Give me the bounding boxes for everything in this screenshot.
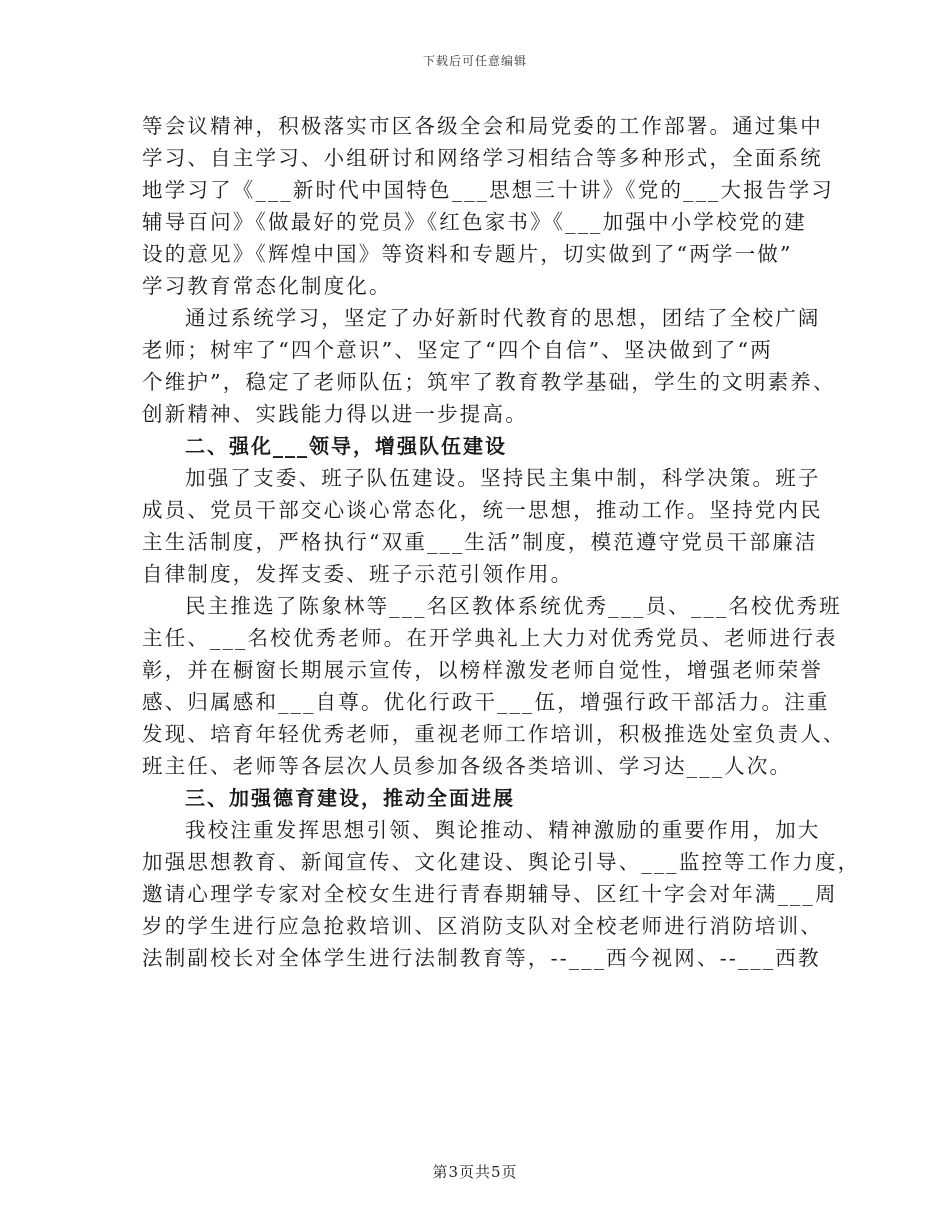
- text-line: 辅导百问》《做最好的党员》《红色家书》《___加强中小学校党的建: [142, 210, 807, 234]
- paragraph-1: [142, 110, 834, 302]
- text-line: 岁的学生进行应急抢救培训、区消防支队对全校老师进行消防培训、: [142, 914, 823, 938]
- text-line: 地学习了《___新时代中国特色___思想三十讲》《党的___大报告学习: [142, 178, 834, 202]
- text-line: 民主推选了陈象林等___名区教体系统优秀___员、___名校优秀班: [185, 594, 842, 618]
- text-line: 感、归属感和___自尊。优化行政干___伍，增强行政干部活力。注重: [142, 690, 830, 714]
- text-line: 加强思想教育、新闻宣传、文化建设、舆论引导、___监控等工作力度，: [142, 850, 861, 874]
- page-footer: 第3页共5页: [432, 1163, 518, 1181]
- document-body: [142, 110, 861, 974]
- paragraph-5: [142, 814, 861, 974]
- text-line: 我校注重发挥思想引领、舆论推动、精神激励的重要作用，加大: [185, 818, 821, 842]
- text-line: 主任、___名校优秀老师。在开学典礼上大力对优秀党员、老师进行表: [142, 626, 838, 650]
- text-line: 成员、党员干部交心谈心常态化，统一思想，推动工作。坚持党内民: [142, 498, 823, 522]
- text-line: 设的意见》《辉煌中国》等资料和专题片，切实做到了“两学一做”: [142, 242, 793, 266]
- page-header: 下载后可任意编辑: [422, 54, 527, 68]
- text-line: 主生活制度，严格执行“双重___生活”制度，模范遵守党员干部廉洁: [142, 530, 818, 554]
- text-line: 老师；树牢了“四个意识”、坚定了“四个自信”、坚决做到了“两: [142, 338, 773, 362]
- text-line: 班主任、老师等各层次人员参加各级各类培训、学习达___人次。: [142, 754, 793, 778]
- text-line: 等会议精神，积极落实市区各级全会和局党委的工作部署。通过集中: [142, 114, 823, 138]
- section-heading-2: 二、强化___领导，增强队伍建设: [185, 434, 507, 458]
- paragraph-3: [142, 462, 823, 590]
- text-line: 学习、自主学习、小组研讨和网络学习相结合等多种形式，全面系统: [142, 146, 823, 170]
- text-line: 学习教育常态化制度化。: [142, 274, 392, 298]
- text-line: 法制副校长对全体学生进行法制教育等，--___西今视网、--___西教: [142, 946, 821, 970]
- text-line: 个维护”，稳定了老师队伍；筑牢了教育教学基础，学生的文明素养、: [142, 370, 836, 394]
- text-line: 创新精神、实践能力得以进一步提高。: [142, 402, 528, 426]
- text-line: 自律制度，发挥支委、班子示范引领作用。: [142, 562, 574, 586]
- text-line: 发现、培育年轻优秀老师，重视老师工作培训，积极推选处室负责人、: [142, 722, 846, 746]
- text-line: 彰，并在橱窗长期展示宣传，以榜样激发老师自觉性，增强老师荣誉: [142, 658, 823, 682]
- paragraph-4: [142, 590, 846, 782]
- text-line: 通过系统学习，坚定了办好新时代教育的思想，团结了全校广阔: [185, 306, 821, 330]
- section-heading-3: 三、加强德育建设，推动全面进展: [185, 786, 515, 810]
- paragraph-2: [142, 302, 836, 430]
- text-line: 邀请心理学专家对全校女生进行青春期辅导、区红十字会对年满___周: [142, 882, 838, 906]
- text-line: 加强了支委、班子队伍建设。坚持民主集中制，科学决策。班子: [185, 466, 821, 490]
